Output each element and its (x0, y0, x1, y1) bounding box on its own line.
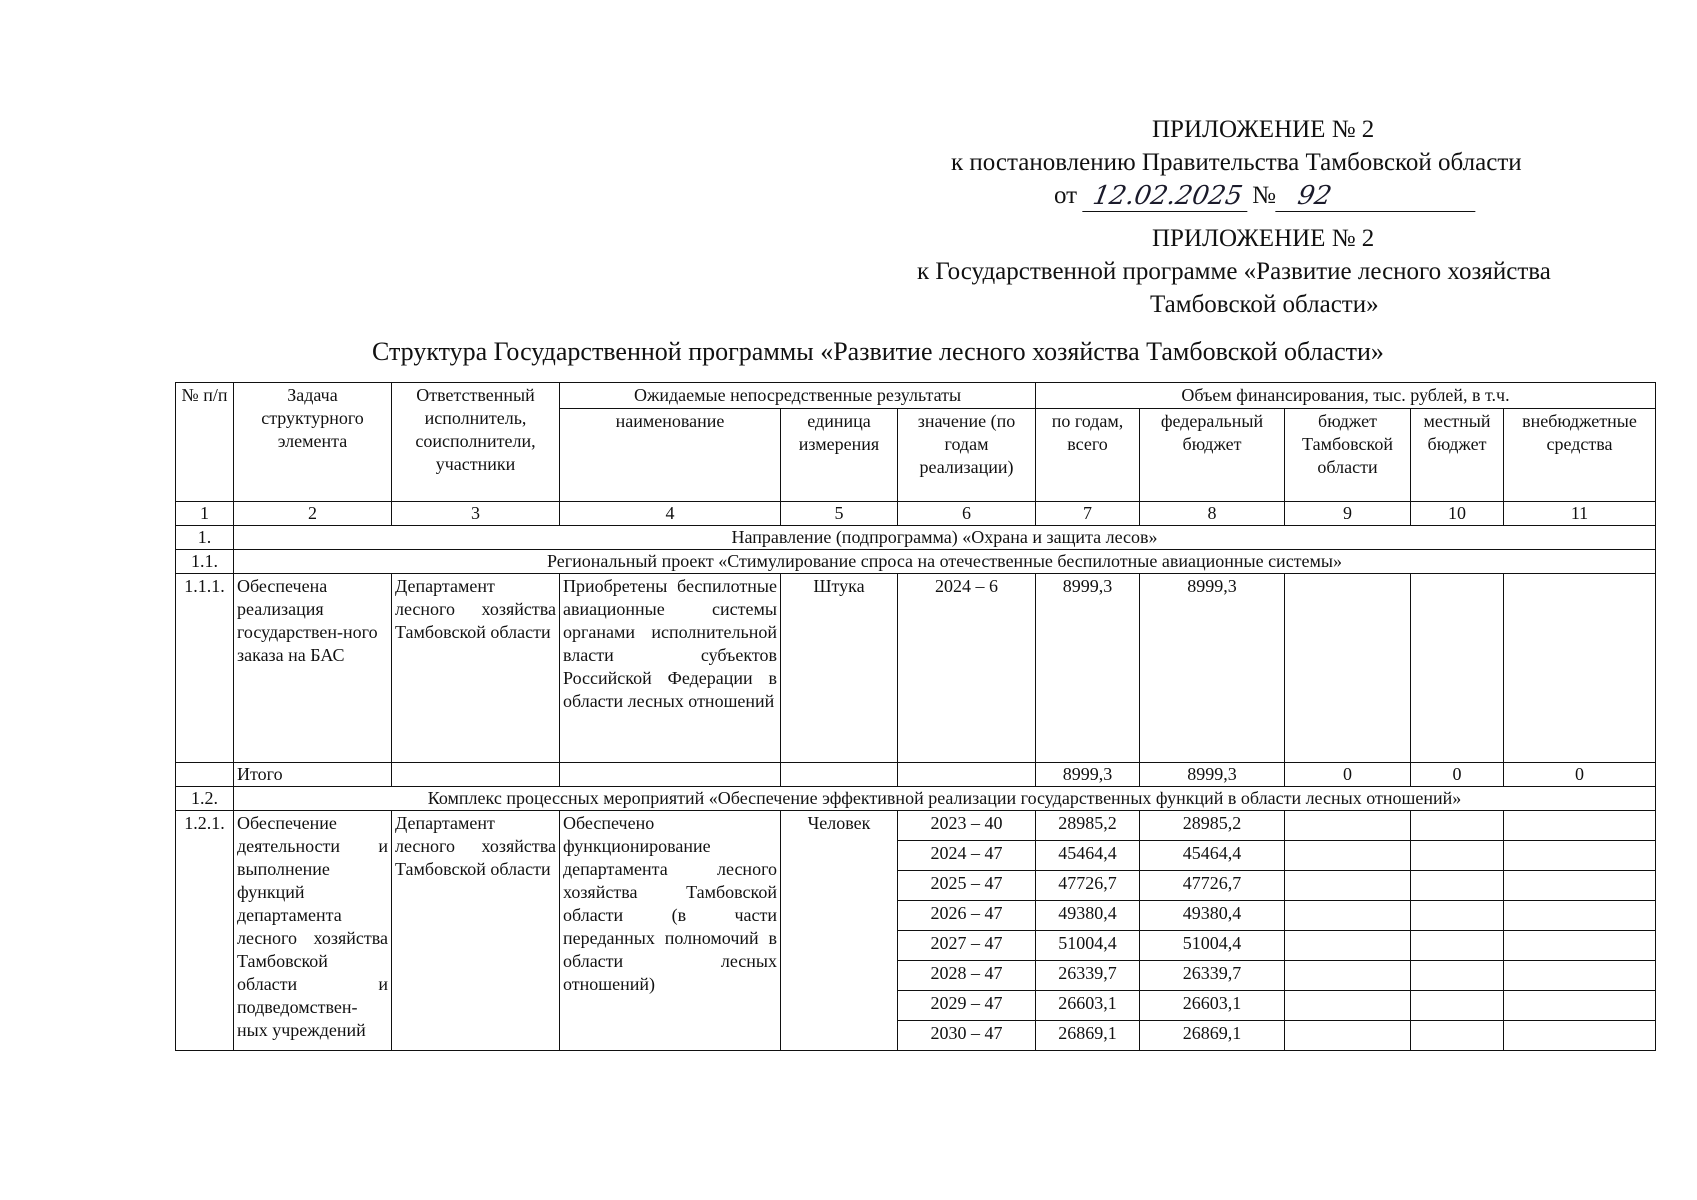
total-label: Итого (234, 763, 392, 787)
header-executor: Ответственный исполнитель, соисполнители, участники (392, 383, 560, 502)
header-row-groups (176, 383, 1656, 409)
total-federal: 8999,3 (1140, 763, 1285, 787)
header-federal: федеральный бюджет (1140, 409, 1285, 502)
row-result-name: Приобретены беспилотные авиационные системы органами исполнительной власти субъектов Российской Федерации в области лесных отношений (560, 574, 781, 763)
year-regional (1285, 841, 1411, 871)
year-total: 28985,2 (1036, 811, 1140, 841)
year-total: 51004,4 (1036, 931, 1140, 961)
section-row-1 (176, 526, 1656, 550)
row-value: 2024 – 6 (898, 574, 1036, 763)
year-total: 26603,1 (1036, 991, 1140, 1021)
section-num: 1. (176, 526, 234, 550)
year-federal: 45464,4 (1140, 841, 1285, 871)
section-title: Направление (подпрограмма) «Охрана и защита лесов» (234, 526, 1656, 550)
year-offbudget (1504, 1021, 1656, 1051)
row-unit: Человек (781, 811, 898, 1051)
year-regional (1285, 931, 1411, 961)
year-local (1411, 871, 1504, 901)
row-unit: Штука (781, 574, 898, 763)
column-number: 9 (1285, 502, 1411, 526)
appendix1-title: ПРИЛОЖЕНИЕ № 2 (1152, 116, 1375, 143)
header-regional: бюджет Тамбовской области (1285, 409, 1411, 502)
total-sum: 8999,3 (1036, 763, 1140, 787)
section-row-1-1 (176, 550, 1656, 574)
program-structure-table (175, 382, 1656, 1051)
date-prefix: от (1054, 182, 1078, 209)
row-num: 1.1.1. (176, 574, 234, 763)
total-unit (781, 763, 898, 787)
year-value: 2028 – 47 (898, 961, 1036, 991)
column-number: 3 (392, 502, 560, 526)
year-federal: 26339,7 (1140, 961, 1285, 991)
year-total: 45464,4 (1036, 841, 1140, 871)
year-local (1411, 901, 1504, 931)
row-task: Обеспечена реализация государствен-ного заказа на БАС (234, 574, 392, 763)
row-task: Обеспечение деятельности и выполнение функций департамента лесного хозяйства Тамбовской области и подведомствен-ных учреждений (234, 811, 392, 1051)
number-sign: № (1252, 182, 1276, 209)
appendix2-reference-line2: Тамбовской области» (1150, 291, 1379, 318)
table-row-1-2-1 (176, 811, 1656, 841)
year-value: 2025 – 47 (898, 871, 1036, 901)
total-local: 0 (1411, 763, 1504, 787)
total-name (560, 763, 781, 787)
appendix2-reference-line1: к Государственной программе «Развитие лесного хозяйства (917, 258, 1551, 285)
appendix1-reference: к постановлению Правительства Тамбовской области (951, 149, 1522, 176)
year-local (1411, 841, 1504, 871)
column-number: 10 (1411, 502, 1504, 526)
row-local (1411, 574, 1504, 763)
column-number: 4 (560, 502, 781, 526)
year-regional (1285, 1021, 1411, 1051)
header-num: № п/п (176, 383, 234, 502)
year-federal: 26603,1 (1140, 991, 1285, 1021)
column-number: 1 (176, 502, 234, 526)
year-offbudget (1504, 901, 1656, 931)
year-total: 49380,4 (1036, 901, 1140, 931)
column-number: 6 (898, 502, 1036, 526)
header-results-group: Ожидаемые непосредственные результаты (560, 383, 1036, 409)
year-offbudget (1504, 991, 1656, 1021)
header-value: значение (по годам реализации) (898, 409, 1036, 502)
row-executor: Департамент лесного хозяйства Тамбовской области (392, 574, 560, 763)
header-unit: единица измерения (781, 409, 898, 502)
year-offbudget (1504, 931, 1656, 961)
year-regional (1285, 991, 1411, 1021)
year-regional (1285, 811, 1411, 841)
year-offbudget (1504, 811, 1656, 841)
year-value: 2026 – 47 (898, 901, 1036, 931)
header-task: Задача структурного элемента (234, 383, 392, 502)
header-local: местный бюджет (1411, 409, 1504, 502)
column-number: 5 (781, 502, 898, 526)
column-number: 7 (1036, 502, 1140, 526)
table-row-1-1-1 (176, 574, 1656, 763)
year-federal: 28985,2 (1140, 811, 1285, 841)
document-title: Структура Государственной программы «Развитие лесного хозяйства Тамбовской области» (372, 337, 1384, 366)
section-title: Комплекс процессных мероприятий «Обеспечение эффективной реализации государственных функций в области лесных отношений» (234, 787, 1656, 811)
year-federal: 49380,4 (1140, 901, 1285, 931)
section-num: 1.2. (176, 787, 234, 811)
year-regional (1285, 901, 1411, 931)
section-title: Региональный проект «Стимулирование спроса на отечественные беспилотные авиационные системы» (234, 550, 1656, 574)
year-value: 2024 – 47 (898, 841, 1036, 871)
column-numbers-row (176, 502, 1656, 526)
handwritten-date: 12.02.2025 (1082, 181, 1252, 212)
year-federal: 51004,4 (1140, 931, 1285, 961)
year-regional (1285, 961, 1411, 991)
year-offbudget (1504, 841, 1656, 871)
year-offbudget (1504, 961, 1656, 991)
row-num: 1.2.1. (176, 811, 234, 1051)
section-num: 1.1. (176, 550, 234, 574)
total-executor (392, 763, 560, 787)
year-local (1411, 931, 1504, 961)
year-regional (1285, 871, 1411, 901)
column-number: 8 (1140, 502, 1285, 526)
year-local (1411, 961, 1504, 991)
year-total: 26869,1 (1036, 1021, 1140, 1051)
year-value: 2029 – 47 (898, 991, 1036, 1021)
header-offbudget: внебюджетные средства (1504, 409, 1656, 502)
appendix2-title: ПРИЛОЖЕНИЕ № 2 (1152, 225, 1375, 252)
year-total: 47726,7 (1036, 871, 1140, 901)
year-local (1411, 991, 1504, 1021)
year-local (1411, 1021, 1504, 1051)
total-row-1-1 (176, 763, 1656, 787)
year-value: 2023 – 40 (898, 811, 1036, 841)
row-result-name: Обеспечено функционирование департамента лесного хозяйства Тамбовской области (в части переданных полномочий в области лесных отношений) (560, 811, 781, 1051)
column-number: 2 (234, 502, 392, 526)
total-offbudget: 0 (1504, 763, 1656, 787)
section-row-1-2 (176, 787, 1656, 811)
header-finance-group: Объем финансирования, тыс. рублей, в т.ч. (1036, 383, 1656, 409)
year-federal: 26869,1 (1140, 1021, 1285, 1051)
year-total: 26339,7 (1036, 961, 1140, 991)
total-value (898, 763, 1036, 787)
row-federal: 8999,3 (1140, 574, 1285, 763)
total-num (176, 763, 234, 787)
row-regional (1285, 574, 1411, 763)
row-executor: Департамент лесного хозяйства Тамбовской области (392, 811, 560, 1051)
header-total-by-year: по годам, всего (1036, 409, 1140, 502)
total-regional: 0 (1285, 763, 1411, 787)
column-number: 11 (1504, 502, 1656, 526)
appendix1-date-line (1054, 180, 1478, 212)
year-value: 2030 – 47 (898, 1021, 1036, 1051)
year-offbudget (1504, 871, 1656, 901)
year-federal: 47726,7 (1140, 871, 1285, 901)
year-local (1411, 811, 1504, 841)
year-value: 2027 – 47 (898, 931, 1036, 961)
header-name: наименование (560, 409, 781, 502)
handwritten-number: 92 (1275, 181, 1480, 212)
row-total: 8999,3 (1036, 574, 1140, 763)
row-offbudget (1504, 574, 1656, 763)
